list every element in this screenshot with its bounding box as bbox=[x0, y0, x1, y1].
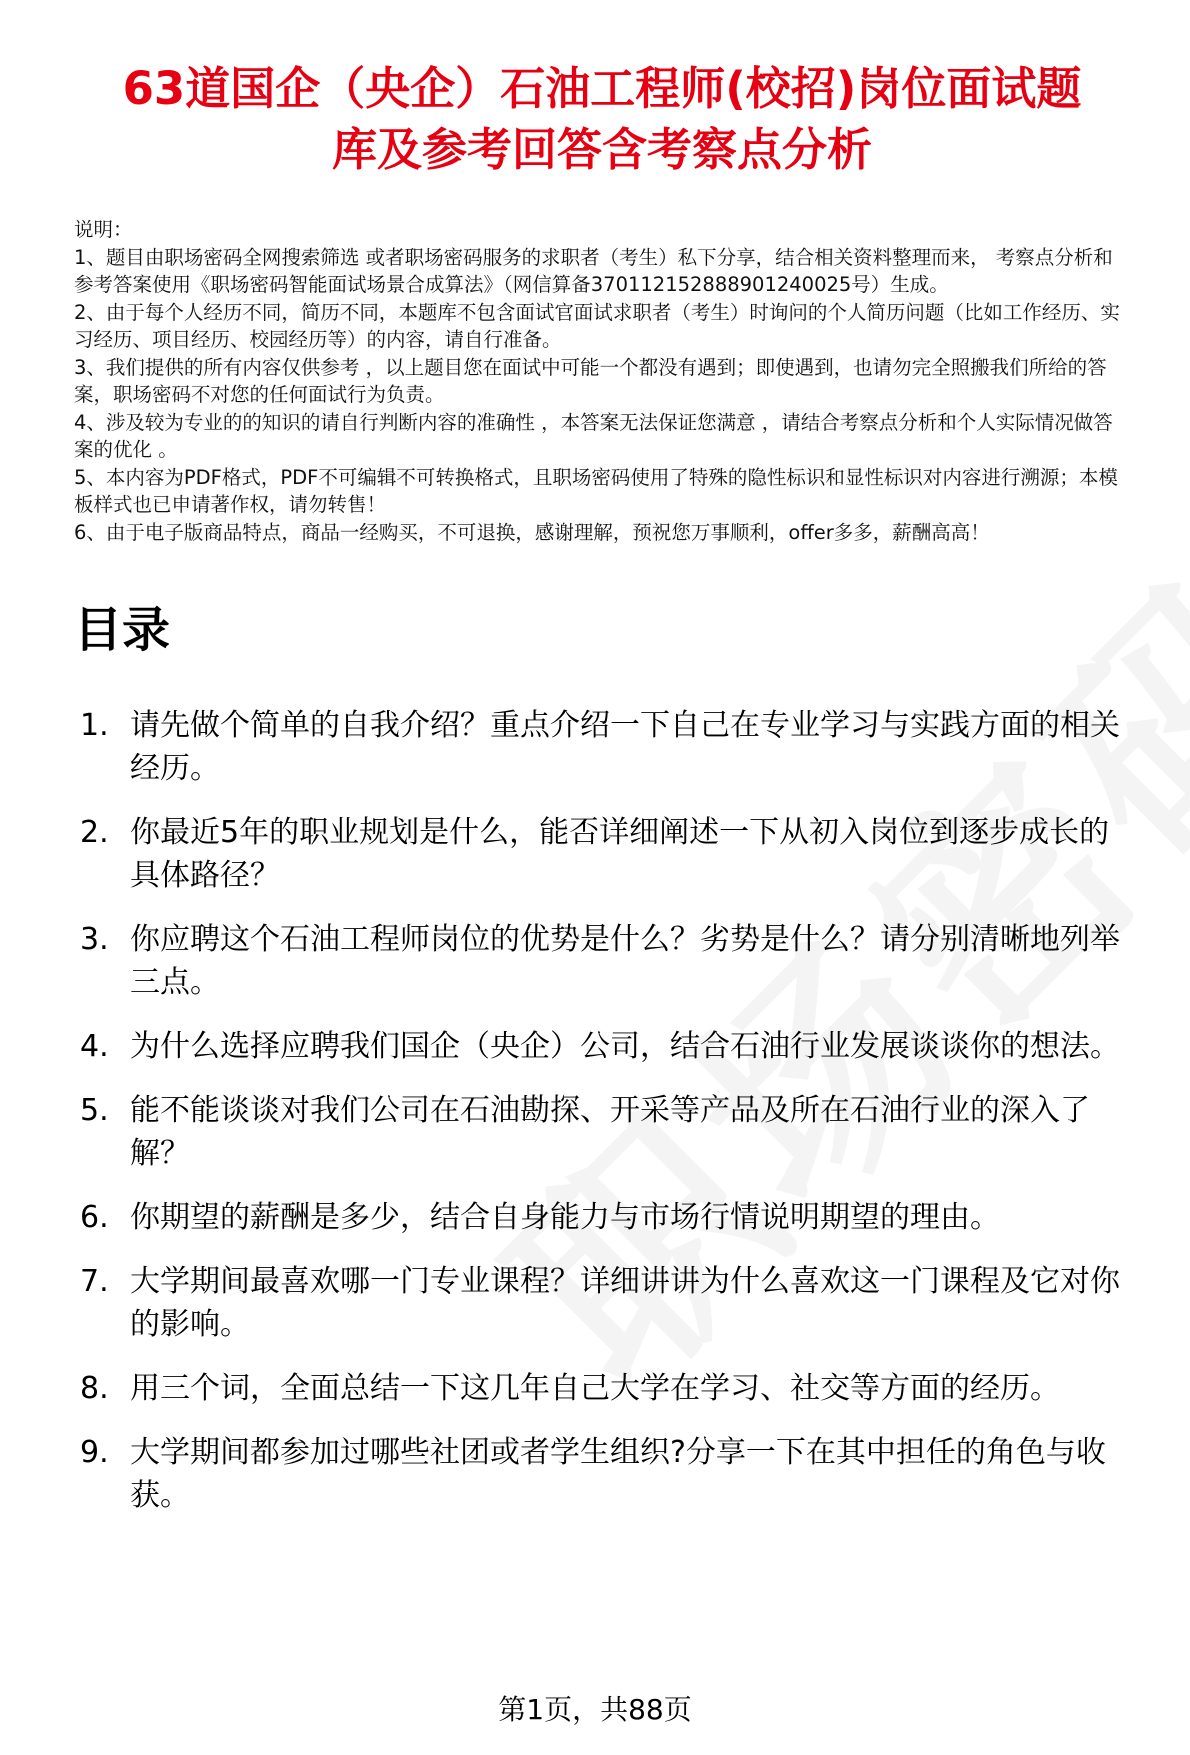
toc-item-number: 3. bbox=[80, 922, 109, 957]
notes-heading: 说明： bbox=[74, 218, 133, 241]
note-item: 3、我们提供的所有内容仅供参考 ，以上题目您在面试中可能一个都没有遇到；即使遇到，也请勿完全照搬我们所给的答案，职场密码不对您的任何面试行为负责。 bbox=[74, 355, 1107, 406]
toc-item[interactable] bbox=[74, 1260, 1130, 1346]
note-item: 5、本内容为PDF格式，PDF不可编辑不可转换格式，且职场密码使用了特殊的隐性标识和显性标识对内容进行溯源；本模板样式也已申请著作权，请勿转售！ bbox=[74, 465, 1118, 516]
toc-item-number: 5. bbox=[80, 1093, 109, 1128]
toc-item-text: 大学期间都参加过哪些社团或者学生组织?分享一下在其中担任的角色与收获。 bbox=[130, 1435, 1106, 1513]
toc-item-number: 1. bbox=[80, 708, 109, 743]
title-line-2: 库及参考回答含考察点分析 bbox=[331, 123, 872, 176]
toc-item-number: 7. bbox=[80, 1264, 109, 1299]
toc-heading: 目录 bbox=[74, 602, 171, 658]
toc-item-number: 9. bbox=[80, 1435, 109, 1470]
table-of-contents bbox=[74, 704, 1130, 1517]
toc-item-text: 用三个词，全面总结一下这几年自己大学在学习、社交等方面的经历。 bbox=[130, 1371, 1060, 1406]
note-item: 4、涉及较为专业的的知识的请自行判断内容的准确性 ，本答案无法保证您满意 ，请结合考察点分析和个人实际情况做答案的优化 。 bbox=[74, 410, 1113, 461]
toc-item-number: 4. bbox=[80, 1029, 109, 1064]
toc-item-text: 你期望的薪酬是多少，结合自身能力与市场行情说明期望的理由。 bbox=[130, 1200, 1000, 1235]
toc-item[interactable] bbox=[74, 1025, 1130, 1068]
toc-item-number: 6. bbox=[80, 1200, 109, 1235]
note-item: 6、由于电子版商品特点，商品一经购买，不可退换，感谢理解，预祝您万事顺利，offer多多，薪酬高高！ bbox=[74, 520, 990, 544]
note-item: 2、由于每个人经历不同，简历不同，本题库不包含面试官面试求职者（考生）时询问的个人简历问题（比如工作经历、实习经历、项目经历、校园经历等）的内容，请自行准备。 bbox=[74, 300, 1120, 351]
toc-item[interactable] bbox=[74, 1196, 1130, 1239]
toc-item[interactable] bbox=[74, 811, 1130, 897]
toc-item-text: 能不能谈谈对我们公司在石油勘探、开采等产品及所在石油行业的深入了解？ bbox=[130, 1093, 1090, 1171]
title-line-1: 63道国企（央企）石油工程师(校招)岗位面试题 bbox=[122, 62, 1082, 115]
toc-item[interactable] bbox=[74, 704, 1130, 790]
toc-item-text: 你应聘这个石油工程师岗位的优势是什么？劣势是什么？请分别清晰地列举三点。 bbox=[130, 922, 1120, 1000]
toc-item-text: 为什么选择应聘我们国企（央企）公司，结合石油行业发展谈谈你的想法。 bbox=[130, 1029, 1120, 1064]
toc-item-text: 你最近5年的职业规划是什么，能否详细阐述一下从初入岗位到逐步成长的具体路径？ bbox=[130, 815, 1110, 893]
page-footer: 第1页，共88页 bbox=[498, 1693, 692, 1726]
toc-item[interactable] bbox=[74, 1431, 1130, 1517]
notes-section bbox=[74, 216, 1130, 546]
toc-item-number: 2. bbox=[80, 815, 109, 850]
toc-item-text: 大学期间最喜欢哪一门专业课程？详细讲讲为什么喜欢这一门课程及它对你的影响。 bbox=[130, 1264, 1120, 1342]
document-title bbox=[74, 58, 1130, 180]
toc-item-number: 8. bbox=[80, 1371, 109, 1406]
toc-item-text: 请先做个简单的自我介绍？重点介绍一下自己在专业学习与实践方面的相关经历。 bbox=[130, 708, 1120, 786]
note-item: 1、题目由职场密码全网搜索筛选 或者职场密码服务的求职者（考生）私下分享，结合相关资料整理而来， 考察点分析和参考答案使用《职场密码智能面试场景合成算法》（网信算备370112152888901240025号）生成。 bbox=[74, 245, 1113, 296]
toc-item[interactable] bbox=[74, 1089, 1130, 1175]
toc-item[interactable] bbox=[74, 918, 1130, 1004]
toc-item[interactable] bbox=[74, 1367, 1130, 1410]
